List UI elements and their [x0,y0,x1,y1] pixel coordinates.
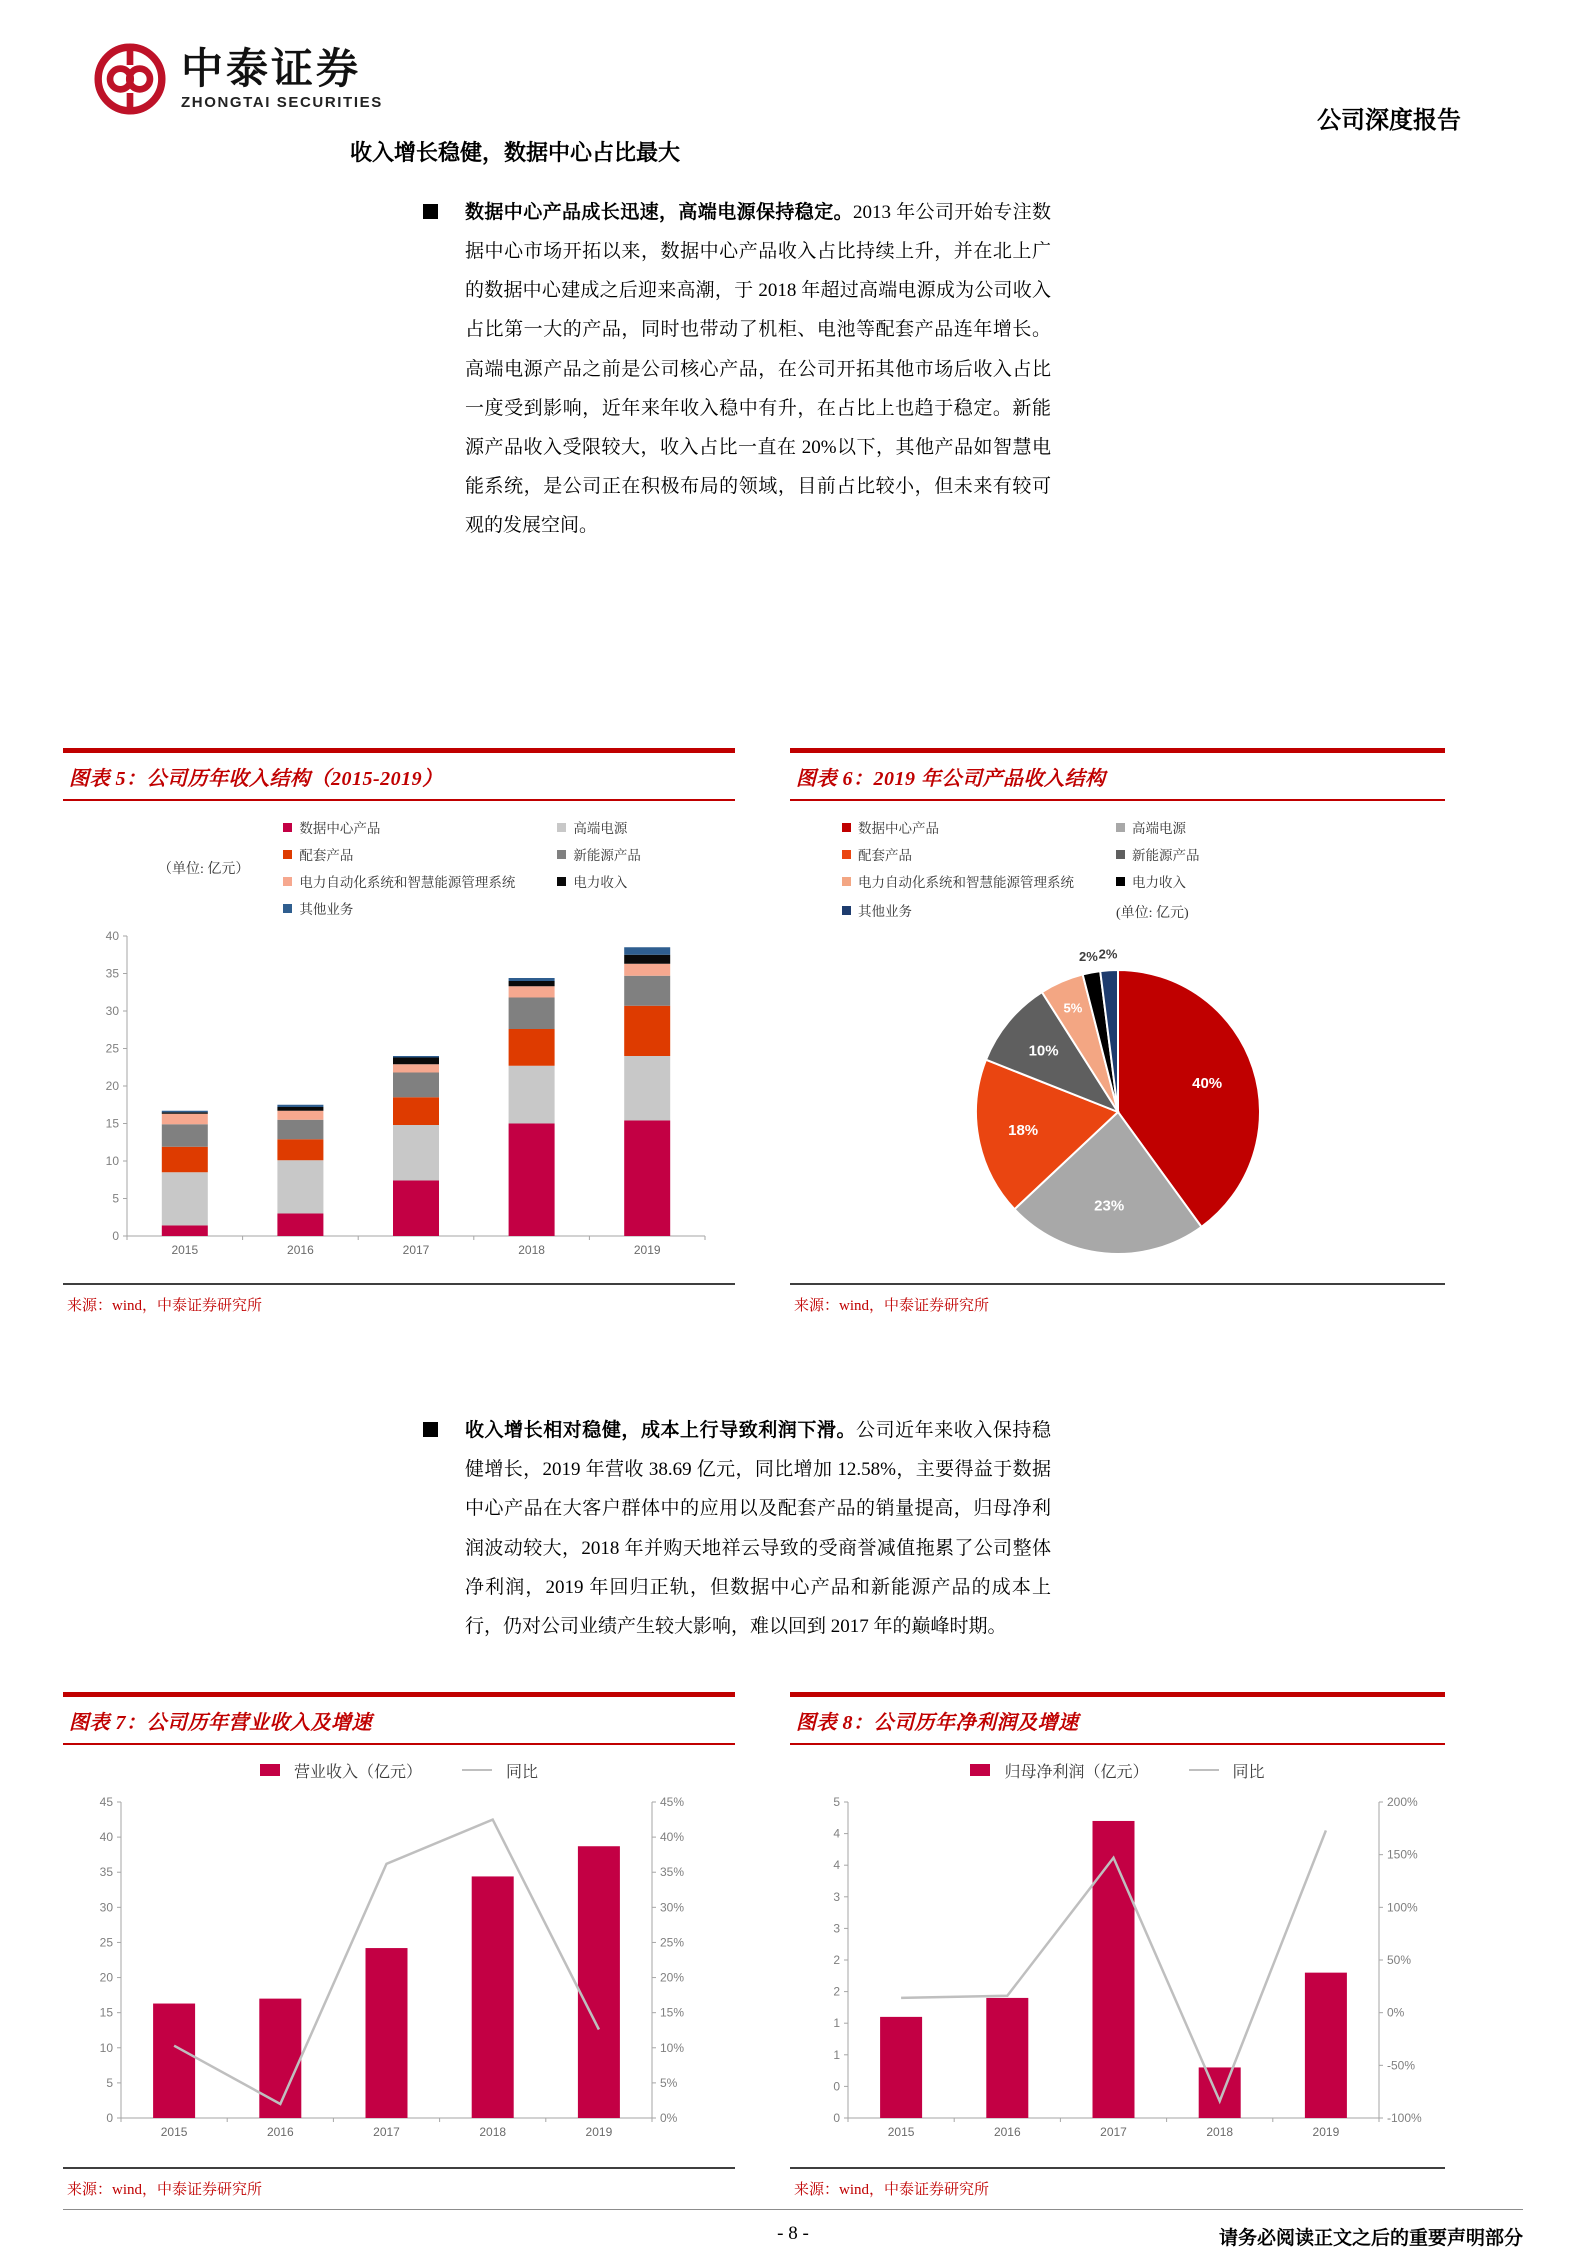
chart-label: 30% [660,1900,685,1915]
chart-label: 15 [99,2005,113,2020]
chart-label: 30 [105,1004,119,1019]
bar-segment [509,1066,555,1124]
figure-6 [790,748,1445,1325]
legend-bar-swatch-icon [970,1764,990,1776]
bar-segment [393,1058,439,1065]
pie-chart [790,926,1443,1274]
bar-segment [393,1097,439,1125]
bar-segment [624,1006,670,1056]
brand-text [181,44,383,112]
legend-item [283,844,515,864]
figure-5-content [63,801,735,1279]
legend-swatch-icon [842,850,851,859]
chart-label: 2% [1078,948,1098,964]
chart-label: 5 [106,2075,113,2090]
figure-8-header [790,1692,1445,1745]
bar-segment [509,1124,555,1237]
figure-7-source: 来源：wind，中泰证券研究所 [63,2167,735,2209]
chart-label: 1 [833,2047,840,2062]
legend-swatch-icon [283,823,292,832]
chart-label: 0% [660,2110,678,2125]
chart-label: 18% [1008,1122,1039,1140]
legend-line-label: 同比 [506,1763,539,1781]
bar-segment [393,1125,439,1181]
chart-label: 25 [99,1935,113,1950]
figure-5-header [63,748,735,801]
bar-segment [624,976,670,1006]
bar-segment [393,1064,439,1072]
chart-label: 2018 [518,1243,545,1258]
chart-label: 3 [833,1889,840,1904]
bar-line-chart [790,1786,1445,2158]
legend-swatch-icon [557,850,566,859]
chart-label: 5% [660,2075,678,2090]
chart-label: 2019 [585,2124,613,2139]
bar [880,2017,922,2118]
legend-label: 新能源产品 [573,848,641,864]
chart-label: 2017 [373,2124,400,2139]
chart-label: 15 [105,1116,119,1131]
chart-label: 2016 [993,2124,1021,2139]
bar-segment [162,1111,208,1113]
bar [259,1998,301,2117]
chart-label: 15% [660,2005,685,2020]
page-number: - 8 - [777,2222,809,2244]
brand-name-en: ZHONGTAI SECURITIES [181,94,383,112]
chart-label: 2016 [266,2124,294,2139]
chart-label: 150% [1387,1847,1418,1862]
bar [153,2003,195,2117]
chart-label: 35 [99,1865,113,1880]
legend-bar-label: 归母净利润（亿元） [1004,1763,1149,1781]
bar [1093,1821,1135,2118]
chart-label: 5 [112,1191,119,1206]
chart-label: 2018 [479,2124,507,2139]
chart-label: 25 [105,1041,119,1056]
figure-8-content [790,1745,1445,2163]
figure-7-title: 图表 7：公司历年营业收入及增速 [69,1711,372,1734]
chart-label: 40% [660,1829,685,1844]
bar [1199,2067,1241,2118]
bar [472,1876,514,2118]
legend-grid [842,817,1200,922]
figure-8-title: 图表 8：公司历年净利润及增速 [796,1711,1079,1734]
chart-label: 5% [1063,1000,1083,1016]
legend-item [283,871,515,891]
chart-label: 2015 [887,2124,915,2139]
bullet-paragraph [423,1411,1051,1646]
figure-7-legend [63,1759,735,1782]
legend-swatch-icon [842,906,851,915]
bar-segment [393,1073,439,1098]
legend-grid [283,817,641,918]
chart-label: 20 [99,1970,113,1985]
bar-segment [277,1107,323,1111]
bar-segment [393,1056,439,1058]
chart-label: 0 [833,2110,840,2125]
chart-label: -100% [1387,2110,1422,2125]
legend-line-swatch-icon [1189,1769,1219,1771]
legend-item [283,817,515,837]
chart-label: 4 [833,1858,840,1873]
chart-label: 10% [1028,1042,1059,1060]
bar-segment [624,947,670,955]
chart-label: 4 [833,1826,840,1841]
legend-item [1116,817,1200,837]
legend-swatch-icon [283,877,292,886]
bar-segment [393,1181,439,1237]
figure-8 [790,1692,1445,2209]
figure-8-source: 来源：wind，中泰证券研究所 [790,2167,1445,2209]
chart-label: 2 [833,1952,840,1967]
chart-label: 10 [99,2040,113,2055]
legend-swatch-icon [1116,850,1125,859]
chart-label: 0 [833,2079,840,2094]
chart-label: 35 [105,966,119,981]
figure-6-legend [842,817,1445,922]
figure-row-2 [63,1692,1523,2209]
chart-label: -50% [1387,2058,1416,2073]
bullet-square-icon [423,204,438,219]
chart-label: 45 [99,1794,113,1809]
figure-5 [63,748,735,1325]
bar [1305,1973,1347,2118]
bar-segment [624,1121,670,1237]
chart-label: 2019 [1312,2124,1340,2139]
chart-label: 3 [833,1921,840,1936]
legend-item [1116,844,1200,864]
legend-label: 电力自动化系统和智慧能源管理系统 [858,875,1074,891]
bullet-paragraph [423,193,1051,545]
figure-6-header [790,748,1445,801]
page-header [63,42,1523,134]
chart-label: 23% [1094,1197,1125,1215]
legend-item [1116,871,1200,891]
figure-6-title: 图表 6：2019 年公司产品收入结构 [796,768,1106,791]
figure-6-content [790,801,1445,1279]
paragraph-text [465,1411,1051,1646]
bar-segment [162,1114,208,1125]
bar-line-chart [63,1786,718,2158]
legend-label: 其他业务 [858,904,912,920]
figure-8-legend [790,1759,1445,1782]
bullet-square-icon [423,1422,438,1437]
legend-swatch-icon [283,850,292,859]
bar [578,1846,620,2118]
chart-label: 45% [660,1794,685,1809]
chart-label: 2015 [171,1243,199,1258]
bar-segment [624,1056,670,1121]
legend-swatch-icon [283,904,292,913]
figure-5-title: 图表 5：公司历年收入结构（2015-2019） [69,768,443,791]
brand-name-cn: 中泰证券 [181,44,362,92]
brand-logo [93,42,1523,116]
bar-segment [277,1120,323,1140]
bar [366,1948,408,2118]
legend-item [842,871,1074,891]
bar-segment [509,978,555,981]
chart-label: 0% [1387,2005,1405,2020]
legend-item [283,898,515,918]
bar-segment [509,986,555,997]
figure-5-source: 来源：wind，中泰证券研究所 [63,1283,735,1325]
legend-label: 数据中心产品 [299,821,381,837]
section-heading: 收入增长稳健，数据中心占比最大 [350,140,681,165]
chart-label: 10% [660,2040,685,2055]
paragraph-text [465,193,1051,545]
chart-label: 10 [105,1154,119,1169]
bar-segment [277,1160,323,1213]
legend-swatch-icon [1116,823,1125,832]
legend-item [842,898,1074,922]
chart-label: 100% [1387,1900,1418,1915]
chart-label: 2% [1098,946,1118,962]
bar-segment [277,1214,323,1237]
chart-label: 0 [112,1229,119,1244]
figure-7-header [63,1692,735,1745]
footer-disclaimer: 请务必阅读正文之后的重要声明部分 [1218,2227,1523,2249]
legend-line-swatch-icon [462,1769,492,1771]
bar-segment [277,1105,323,1107]
legend-swatch-icon [557,823,566,832]
figure-5-chart-area [63,922,735,1279]
chart-label: 40 [99,1829,113,1844]
legend-label: 其他业务 [299,902,354,918]
paragraph-lead: 数据中心产品成长迅速，高端电源保持稳定。 [465,202,854,223]
figure-7-chart-area [63,1786,735,2163]
figure-6-source: 来源：wind，中泰证券研究所 [790,1283,1445,1325]
unit-label: (单位: 亿元) [1116,906,1189,922]
legend-swatch-icon [557,877,566,886]
legend-bar-swatch-icon [260,1764,280,1776]
chart-label: 20% [660,1970,685,1985]
bar-segment [162,1112,208,1114]
paragraph-body: 2013 年公司开始专注数据中心市场开拓以来，数据中心产品收入占比持续上升，并在北上广的数据中心建成之后迎来高潮，于 2018 年超过高端电源成为公司收入占比第一大的产品，同时也带动了机柜、电池等配套产品连年增长。高端电源产品之前是公司核心产品，在公司开拓其他市场后收入占比一度受到影响，近年来年收入稳中有升，在占比上也趋于稳定。新能源产品收入受限较大，收入占比一直在 20%以下，其他产品如智慧电能系统，是公司正在积极布局的领域，目前占比较小，但未来有较可观的发展空间。 [465,202,1051,536]
chart-label: 5 [833,1794,840,1809]
figure-row-1 [63,748,1523,1325]
chart-label: 200% [1387,1794,1418,1809]
stacked-bar-chart [63,922,723,1274]
legend-item [842,844,1074,864]
bar-segment [162,1226,208,1237]
chart-label: 2017 [1100,2124,1127,2139]
chart-label: 2015 [160,2124,188,2139]
bar-segment [162,1172,208,1225]
chart-label: 50% [1387,1952,1412,1967]
legend-swatch-icon [842,877,851,886]
figure-6-chart-area [790,926,1445,1279]
chart-label: 30 [99,1900,113,1915]
paragraph-lead: 收入增长相对稳健，成本上行导致利润下滑。 [465,1420,857,1442]
bar-segment [162,1147,208,1173]
chart-label: 2019 [633,1243,661,1258]
chart-label: 25% [660,1935,685,1950]
legend-bar-label: 营业收入（亿元） [293,1763,422,1781]
chart-label: 0 [106,2110,113,2125]
chart-label: 40 [105,929,119,944]
bars-group [162,947,670,1236]
chart-label: 40% [1192,1075,1223,1093]
legend-item [557,871,641,891]
legend-label: 高端电源 [573,821,628,837]
chart-label: 2016 [287,1243,314,1258]
chart-label: 2018 [1206,2124,1234,2139]
legend-swatch-icon [842,823,851,832]
figure-7-content [63,1745,735,2163]
bar-segment [509,998,555,1030]
legend-label: 数据中心产品 [858,821,939,837]
bar-segment [624,964,670,976]
unit-label: （单位: 亿元） [158,861,250,877]
legend-label: 配套产品 [858,848,912,864]
legend-label: 配套产品 [299,848,354,864]
chart-label: 1 [833,2016,840,2031]
legend-item [557,817,641,837]
legend-item [842,817,1074,837]
legend-label: 新能源产品 [1132,848,1200,864]
report-type-label: 公司深度报告 [1317,108,1461,134]
bar-segment [509,981,555,986]
figure-8-chart-area [790,1786,1445,2163]
legend-label: 电力收入 [1132,875,1186,891]
figure-5-legend [158,817,735,918]
bar-segment [624,955,670,964]
bar-segment [509,1029,555,1066]
chart-label: 20 [105,1079,119,1094]
bar-segment [277,1111,323,1120]
chart-label: 35% [660,1865,685,1880]
chart-label: 2017 [402,1243,430,1258]
legend-swatch-icon [1116,877,1125,886]
figure-7 [63,1692,735,2209]
legend-label: 电力自动化系统和智慧能源管理系统 [299,875,516,891]
chart-label: 2 [833,1984,840,1999]
zhongtai-logo-icon [93,42,167,116]
legend-label: 电力收入 [573,875,628,891]
bar [986,1998,1028,2118]
bar-segment [162,1124,208,1147]
legend-line-label: 同比 [1232,1763,1265,1781]
legend-item [557,844,641,864]
bar-segment [277,1139,323,1160]
legend-label: 高端电源 [1132,821,1186,837]
paragraph-body: 公司近年来收入保持稳健增长，2019 年营收 38.69 亿元，同比增加 12.58%，主要得益于数据中心产品在大客户群体中的应用以及配套产品的销量提高，归母净利润波动较大，2018 年并购天地祥云导致的受商誉减值拖累了公司整体净利润，2019 年回归正轨，但数据中心产品和新能源产品的成本上行，仍对公司业绩产生较大影响，难以回到 2017 年的巅峰时期。 [465,1420,1051,1637]
